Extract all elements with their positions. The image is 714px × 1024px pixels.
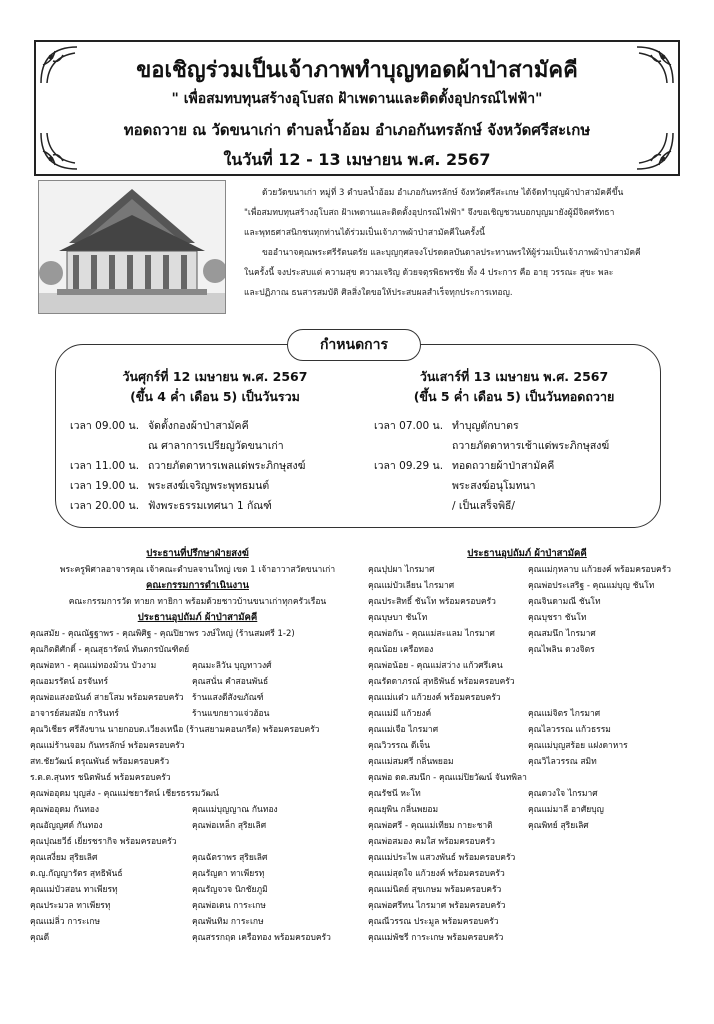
donor-row	[368, 834, 686, 850]
donor-name: คุณประมวล ทาเพียรทุ	[30, 901, 111, 911]
location-line: ทอดถวาย ณ วัดขนาเก่า ตำบลน้ำอ้อม อำเภอกันทรลักษ์ จังหวัดศรีสะเกษ	[123, 121, 591, 139]
donor-row	[30, 770, 365, 786]
donor-name: คุณพ่อ ดต.สมนึก - คุณแม่ปิยวัฒน์ จันทพิลา	[368, 773, 527, 783]
schedule-text: จัดตั้งกองผ้าป่าสามัคคี	[148, 420, 249, 432]
schedule-item	[70, 436, 360, 456]
donor-name: คุณรัชนี หะโท	[368, 789, 421, 799]
donor-name: คุณสนั่น คำสอนพันธ์	[192, 677, 269, 687]
schedule-item	[374, 416, 654, 436]
donor-name: คุณรัญดา ทาเพียรทุ	[192, 869, 265, 879]
schedule-item	[374, 456, 654, 476]
donor-name: คุณอมรรัตน์ อรจันทร์	[30, 677, 109, 687]
donor-row	[368, 642, 686, 658]
schedule-text: / เป็นเสร็จพิธี/	[452, 500, 515, 512]
schedule-text: ทอดถวายผ้าป่าสามัคคี	[452, 460, 555, 472]
donor-name: คุณดวงใจ ไกรมาศ	[528, 789, 598, 799]
donor-name: คุณแม่มี แก้วยงค์	[368, 709, 432, 719]
donor-row	[30, 898, 365, 914]
donor-row	[368, 802, 686, 818]
donor-name: คุณพ่อเดน การะเกษ	[192, 901, 266, 911]
donor-name: คุณมะลิวัน บุญทาวงศ์	[192, 661, 272, 671]
donor-name: คุณรัญจวจ นิกชัยภูมิ	[192, 885, 268, 895]
section-heading: คณะกรรมการดำเนินงาน	[146, 580, 249, 591]
donor-name: คุณดี	[30, 933, 50, 943]
donor-name: คุณพ่ออุดม กันทอง	[30, 805, 100, 815]
donor-row	[30, 706, 365, 722]
day2-heading: วันเสาร์ที่ 13 เมษายน พ.ศ. 2567	[419, 369, 609, 384]
corner-ornament-icon	[635, 45, 675, 85]
schedule-text: ถวายภัตตาหารเช้าแด่พระภิกษุสงฆ์	[452, 440, 610, 452]
schedule-text: ณ ศาลาการเปรียญวัดขนาเก่า	[148, 440, 284, 452]
donor-name: คุณพ่อกัน - คุณแม่สะแลม ไกรมาศ	[368, 629, 495, 639]
donor-row	[30, 818, 365, 834]
schedule-time: เวลา 07.00 น.	[374, 420, 444, 432]
corner-ornament-icon	[39, 131, 79, 171]
donor-row	[30, 834, 365, 850]
corner-ornament-icon	[39, 45, 79, 85]
schedule-item	[374, 436, 654, 456]
donor-name: คุณสรรกฤต เครือทอง พร้อมครอบครัว	[192, 933, 331, 943]
donor-name: ด.ญ.กัญญารัตร สุทธิพันธ์	[30, 869, 123, 879]
schedule-text: พระสงฆ์อนุโมทนา	[452, 480, 536, 492]
intro-line: ด้วยวัดขนาเก่า หมู่ที่ 3 ตำบลน้ำอ้อม อำเภอกันทรลักษ์ จังหวัดศรีสะเกษ ได้จัดทำบุญผ้าป่าสามัคคีขึ้น	[262, 188, 624, 198]
schedule-item	[70, 496, 360, 516]
donor-row	[368, 658, 686, 674]
donor-row	[368, 562, 686, 578]
donor-name: คุณเสงี่ยม สุริยเลิศ	[30, 853, 98, 863]
donor-name: คุณวิไลวรรณ สมิท	[528, 757, 597, 767]
donor-name: คุณสมัย - คุณณัฐฐาพร - คุณพิศิฐ - คุณปิยาพร วงษ์ใหญ่ (ร้านสมศรี 1-2)	[30, 629, 295, 639]
right-names-column	[368, 546, 686, 946]
advisor-line: พระครูพิศาลอาจารคุณ เจ้าคณะตำบลจานใหญ่ เขต 1 เจ้าอาวาสวัดขนาเก่า	[59, 565, 336, 575]
donor-name: คุณแม่บุญญาณ กันทอง	[192, 805, 278, 815]
donor-name: คุณพ่อเหล็ก สุริยเลิศ	[192, 821, 267, 831]
schedule-text: ทำบุญตักบาตร	[452, 420, 519, 432]
donor-name: คุณพันทิม การะเกษ	[192, 917, 264, 927]
day2-column	[374, 367, 654, 516]
donor-row	[368, 594, 686, 610]
donor-row	[368, 914, 686, 930]
date-line: ในวันที่ 12 - 13 เมษายน พ.ศ. 2567	[223, 150, 491, 169]
donor-name: คุณแม่สุดใจ แก้วยงค์ พร้อมครอบครัว	[368, 869, 505, 879]
day1-column	[70, 367, 360, 516]
donor-row	[368, 770, 686, 786]
schedule-time: เวลา 09.00 น.	[70, 420, 140, 432]
schedule-time: เวลา 09.29 น.	[374, 460, 444, 472]
committee-line: คณะกรรมการวัด ทายก ทายิกา พร้อมด้วยชาวบ้านขนาเก่าทุกครัวเรือน	[68, 597, 327, 607]
intro-text	[244, 183, 684, 303]
intro-line: ขออำนาจคุณพระศรีรัตนตรัย และบุญกุศลจงโปรดดลบันดาลประทานพรให้ผู้ร่วมเป็นเจ้าภาพผ้าป่าสามัคคี	[262, 248, 641, 258]
day2-subheading: (ขึ้น 5 ค่ำ เดือน 5) เป็นวันทอดถวาย	[413, 389, 615, 404]
donor-row	[368, 610, 686, 626]
donor-row	[368, 738, 686, 754]
donor-name: คุณฉัตราพร สุริยเลิศ	[192, 853, 268, 863]
donor-row	[30, 642, 365, 658]
donor-name: คุณรัตดาภรณ์ สุทธิพันธ์ พร้อมครอบครัว	[368, 677, 515, 687]
donor-name: คุณไพลิน ดวงจิตร	[528, 645, 595, 655]
schedule-box	[55, 344, 661, 528]
left-names-column	[30, 546, 365, 946]
main-title: ขอเชิญร่วมเป็นเจ้าภาพทำบุญทอดผ้าป่าสามัคคี	[136, 58, 578, 83]
day1-subheading: (ขึ้น 4 ค่ำ เดือน 5) เป็นวันรวม	[130, 389, 300, 404]
donor-row	[368, 818, 686, 834]
donor-name: คุณณีวรรณ ประมูล พร้อมครอบครัว	[368, 917, 499, 927]
donor-row	[30, 658, 365, 674]
donor-name: คุณพ่อสมอง คมใส พร้อมครอบครัว	[368, 837, 496, 847]
intro-line: และปฏิภาณ ธนสารสมบัติ ศิลสิ่งใดขอให้ประสบผลสำเร็จทุกประการเทอญ.	[244, 288, 513, 298]
section-heading: ประธานที่ปรึกษาฝ่ายสงฆ์	[146, 548, 249, 559]
donor-row	[30, 882, 365, 898]
schedule-time: เวลา 19.00 น.	[70, 480, 140, 492]
donor-name: คุณแม่ลิ่ว การะเกษ	[30, 917, 101, 927]
intro-line: ในครั้งนี้ จงประสบแต่ ความสุข ความเจริญ ด้วยจตุรพิธพรชัย ทั้ง 4 ประการ คือ อายุ วรรณะ สุขะ พละ	[244, 268, 614, 278]
intro-line: "เพื่อสมทบทุนสร้างอุโบสถ ฝ้าเพดานและติดตั้งอุปกรณ์ไฟฟ้า" จึงขอเชิญชวนบอกบุญมายังผู้มีจิตศรัทธา	[244, 208, 615, 218]
subtitle: " เพื่อสมทบทุนสร้างอุโบสถ ฝ้าเพดานและติดตั้งอุปกรณ์ไฟฟ้า"	[171, 91, 543, 107]
donor-row	[30, 754, 365, 770]
donor-name: คุณพ่อศรีทน ไกรมาศ พร้อมครอบครัว	[368, 901, 506, 911]
schedule-item	[374, 496, 654, 516]
donor-name: คุณพ่อศรี - คุณแม่เทียม กายะชาติ	[368, 821, 493, 831]
schedule-text: พระสงฆ์เจริญพระพุทธมนต์	[148, 480, 270, 492]
donor-name: คุณแม่นิตย์ สุขเกษม พร้อมครอบครัว	[368, 885, 502, 895]
donor-name: คุณปุณยวีธ์ เยี่ยรชรากิจ พร้อมครอบครัว	[30, 837, 177, 847]
donor-row	[368, 850, 686, 866]
donor-row	[30, 930, 365, 946]
intro-line: และพุทธศาสนิกชนทุกท่านได้ร่วมเป็นเจ้าภาพผ้าป่าสามัคคีในครั้งนี้	[244, 228, 485, 238]
donor-name: คุณพ่อน้อย - คุณแม่สว่าง แก้วศรีเคน	[368, 661, 503, 671]
day1-heading: วันศุกร์ที่ 12 เมษายน พ.ศ. 2567	[122, 369, 308, 384]
donor-row	[30, 850, 365, 866]
donor-name: คุณปุปผา ไกรมาศ	[368, 565, 435, 575]
donor-name: คุณกิตติศักดิ์ - คุณสุธารัตน์ ทันตกรบัณฑิตย์	[30, 645, 190, 655]
donor-name: คุณวิเชียร ศรีสังขาน นายกอบต.เวียงเหนือ (ร้านสยามคอนกรีต) พร้อมครอบครัว	[30, 725, 320, 735]
donor-row	[368, 882, 686, 898]
donor-row	[368, 578, 686, 594]
donor-name: คุณบุษบา ชันโท	[368, 613, 428, 623]
donor-row	[30, 674, 365, 690]
corner-ornament-icon	[635, 131, 675, 171]
donor-row	[30, 738, 365, 754]
donor-name: คุณแม่พัชรี การะเกษ พร้อมครอบครัว	[368, 933, 504, 943]
schedule-text: ถวายภัตตาหารเพลแด่พระภิกษุสงฆ์	[148, 460, 306, 472]
donor-name: คุณพ่อหา - คุณแม่ทองม้วน บัวงาม	[30, 661, 157, 671]
donor-name: คุณพ่ออุดม บุญส่ง - คุณแม่ชยารัตน์ เชียรธรรมวัฒน์	[30, 789, 219, 799]
donor-name: คุณน้อย เครือทอง	[368, 645, 434, 655]
section-heading: ประธานอุปถัมภ์ ผ้าป่าสามัคคี	[467, 548, 587, 559]
donor-name: คุณแม่ร้านจอม กันทรลักษ์ พร้อมครอบครัว	[30, 741, 185, 751]
schedule-item	[70, 456, 360, 476]
section-heading: ประธานอุปถัมภ์ ผ้าป่าสามัคคี	[137, 612, 258, 623]
donor-row	[368, 866, 686, 882]
donor-row	[30, 914, 365, 930]
donor-row	[368, 754, 686, 770]
donor-name: คุณสมนึก ไกรมาศ	[528, 629, 596, 639]
donor-name: สท.ชัยวัฒน์ ดรุณพันธ์ พร้อมครอบครัว	[30, 757, 170, 767]
donor-name: คุณพ่อแสงอนันต์ สายโสม พร้อมครอบครัว	[30, 693, 184, 703]
donor-name: คุณแม่บัวเลียน ไกรมาศ	[368, 581, 455, 591]
donor-name: อาจารย์สมสมัย การินทร์	[30, 709, 119, 719]
donor-name: คุณแม่แต๋ว แก้วยงค์ พร้อมครอบครัว	[368, 693, 501, 703]
donor-row	[30, 626, 365, 642]
donor-name: คุณไลวรรณ แก้วธรรม	[528, 725, 611, 735]
donor-name: คุณแม่บุญสร้อย แฝงดาหาร	[528, 741, 628, 751]
schedule-item	[70, 416, 360, 436]
donor-name: คุณพ่อประเสริฐ - คุณแม่บุญ ชันโท	[528, 581, 655, 591]
donor-row	[30, 802, 365, 818]
donor-name: คุณประสิทธิ์ ชันโท พร้อมครอบครัว	[368, 597, 496, 607]
title-box	[34, 40, 680, 176]
donor-name: คุณวิวรรณ ดีเจ็น	[368, 741, 431, 751]
schedule-item	[374, 476, 654, 496]
donor-name: คุณแม่มาลี อาศัยบุญ	[528, 805, 604, 815]
donor-row	[368, 786, 686, 802]
donor-row	[368, 898, 686, 914]
donor-name: คุณแม่จิตร ไกรมาศ	[528, 709, 601, 719]
schedule-time: เวลา 11.00 น.	[70, 460, 140, 472]
donor-name: คุณอัญญศด์ กันทอง	[30, 821, 103, 831]
donor-name: คุณแม่ประไพ แสวงพันธ์ พร้อมครอบครัว	[368, 853, 516, 863]
donor-name: คุณแม่บัวสอน ทาเพียรทุ	[30, 885, 118, 895]
donor-name: คุณจินดามณี ชันโท	[528, 597, 601, 607]
donor-name: คุณพิทย์ สุริยเลิศ	[528, 821, 589, 831]
donor-row	[368, 706, 686, 722]
donor-name: ร.ต.ต.สุนทร ชนิตพันธ์ พร้อมครอบครัว	[30, 773, 171, 783]
donor-row	[368, 626, 686, 642]
donor-name: คุณแม่เจือ ไกรมาศ	[368, 725, 439, 735]
donor-name: คุณยุพิน กลิ่นพยอม	[368, 805, 439, 815]
donor-row	[368, 690, 686, 706]
donor-name: คุณบุชรา ชันโท	[528, 613, 587, 623]
schedule-text: ฟังพระธรรมเทศนา 1 กัณฑ์	[148, 500, 272, 512]
donor-name: คุณแม่สมศรี กลิ่นพยอม	[368, 757, 454, 767]
schedule-title: กำหนดการ	[287, 329, 421, 361]
donor-row	[368, 722, 686, 738]
temple-photo	[38, 180, 226, 314]
donor-name: ร้านแขกยาวแจ่วฮ้อน	[192, 709, 270, 719]
donor-name: ร้านแสงดีสังฆภัณฑ์	[192, 693, 264, 703]
donor-row	[30, 866, 365, 882]
schedule-item	[70, 476, 360, 496]
donor-row	[30, 786, 365, 802]
schedule-time: เวลา 20.00 น.	[70, 500, 140, 512]
donor-row	[368, 930, 686, 946]
donor-name: คุณแม่กุหลาบ แก้วยงค์ พร้อมครอบครัว	[528, 565, 672, 575]
donor-row	[30, 690, 365, 706]
donor-row	[30, 722, 365, 738]
donor-row	[368, 674, 686, 690]
